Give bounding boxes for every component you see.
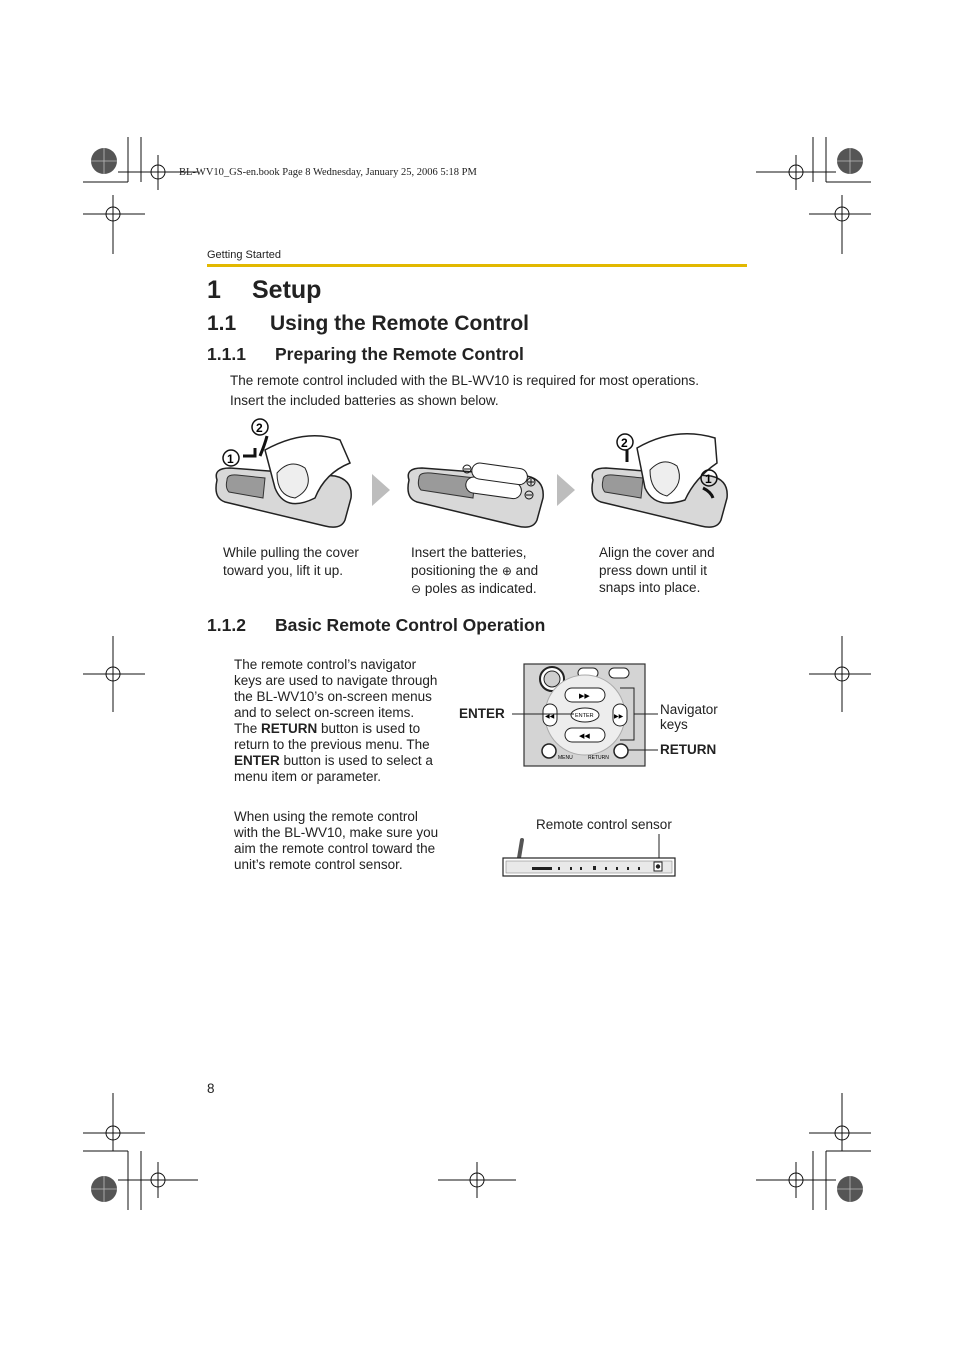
step-arrow-1 (372, 474, 390, 506)
step1-remote-illustration (216, 419, 351, 527)
operation-paragraph-1: The remote control’s navigator keys are used to navigate through the BL-WV10’s on-screen menus and to select on-screen items. The RETURN button is used to return to the previous menu. The ENTER button is used to select a menu item or parameter. (234, 657, 438, 784)
key-menu-text: MENU (558, 755, 573, 761)
header-rule (207, 264, 747, 267)
chapter-title: Setup (252, 276, 322, 304)
unit-sensor-diagram (495, 832, 680, 882)
svg-text:▶▶: ▶▶ (614, 714, 624, 720)
svg-text:1: 1 (705, 472, 712, 486)
step1-caption: While pulling the cover toward you, lift it up. (223, 545, 359, 578)
section-number: 1.1 (207, 312, 237, 335)
step2-remote-illustration (408, 462, 543, 527)
step3-caption: Align the cover and press down until it snaps into place. (599, 545, 715, 595)
section-heading (207, 312, 529, 336)
section-title: Using the Remote Control (270, 312, 530, 335)
subsection-number-1: 1.1.1 (207, 344, 246, 364)
key-enter-text: ENTER (575, 713, 594, 719)
subsection-heading-2 (207, 615, 545, 636)
svg-text:1: 1 (227, 452, 234, 466)
subsection-heading-1 (207, 344, 524, 365)
callout-lines (510, 680, 660, 760)
svg-text:2: 2 (621, 436, 628, 450)
svg-text:2: 2 (256, 421, 263, 435)
subsection-title-1: Preparing the Remote Control (275, 344, 524, 364)
key-return-text: RETURN (588, 755, 609, 761)
intro-text (230, 371, 699, 411)
svg-text:◀◀: ◀◀ (545, 714, 555, 720)
page-number: 8 (207, 1081, 215, 1096)
step2-caption: Insert the batteries, positioning the ⊕ and ⊖ poles as indicated. (411, 545, 539, 596)
subsection-title-2: Basic Remote Control Operation (275, 615, 546, 635)
battery-steps-illustration (205, 418, 750, 536)
printer-mark: BL-WV10_GS-en.book Page 8 Wednesday, January 25, 2006 5:18 PM (179, 167, 477, 178)
enter-label: ENTER (459, 706, 505, 721)
chapter-number: 1 (207, 276, 221, 304)
svg-text:◀◀: ◀◀ (579, 733, 590, 740)
chapter-heading (207, 276, 321, 305)
intro-line-1: The remote control included with the BL-WV10 is required for most operations. (230, 373, 699, 388)
plus-pole-icon: ⊕ (501, 563, 512, 578)
sensor-label: Remote control sensor (536, 817, 672, 832)
step3-remote-illustration (592, 434, 727, 527)
running-header: Getting Started (207, 249, 281, 261)
intro-line-2: Insert the included batteries as shown below. (230, 393, 499, 408)
subsection-number-2: 1.1.2 (207, 615, 246, 635)
return-label: RETURN (660, 742, 717, 757)
operation-paragraph-2: When using the remote control with the BL-WV10, make sure you aim the remote control toward the unit’s remote control sensor. (234, 809, 439, 872)
navigator-keys-label: Navigator keys (660, 702, 718, 732)
svg-text:▶▶: ▶▶ (579, 693, 590, 700)
minus-pole-icon: ⊖ (411, 582, 422, 596)
step-arrow-2 (557, 474, 575, 506)
